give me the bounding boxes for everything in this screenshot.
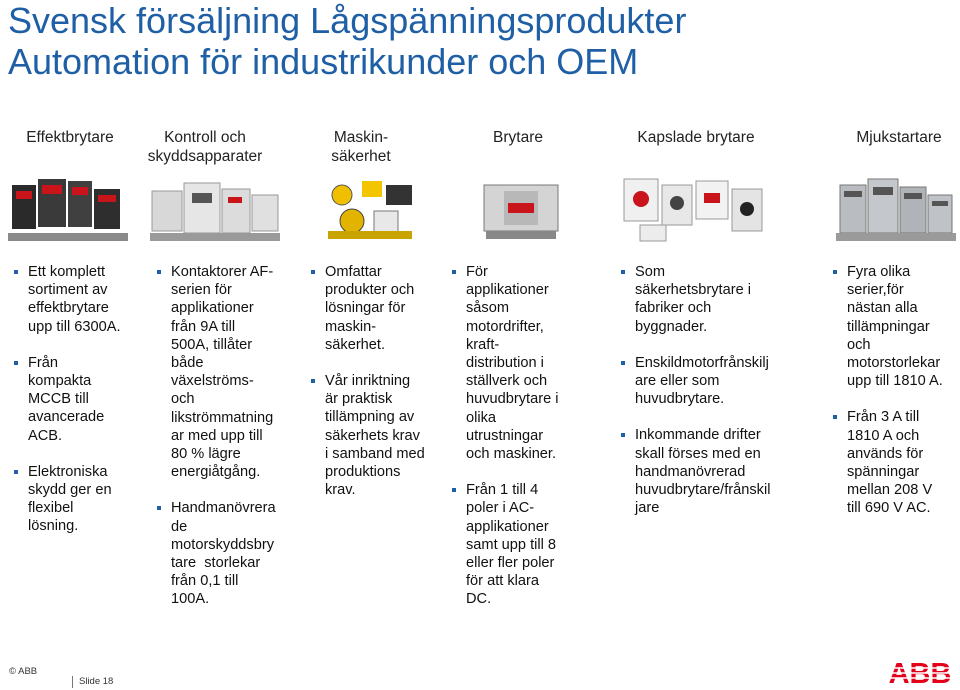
list-item: Från 3 A till 1810 A och används för spänningar mellan 208 V till 690 V AC. xyxy=(833,408,958,517)
category-kapslade-brytare: Kapslade brytare xyxy=(637,129,755,146)
title-line-2: Automation för industrikunder och OEM xyxy=(8,41,639,82)
list-item: Enskildmotorfrånskilj are eller som huvudbrytare. xyxy=(621,354,801,409)
maskinsakerhet-product-image xyxy=(322,175,418,243)
title-line-1: Svensk försäljning Lågspänningsprodukter xyxy=(8,0,687,41)
list-item: Elektroniska skydd ger en flexibel lösning. xyxy=(14,463,132,536)
abb-logo xyxy=(886,660,954,686)
brytare-product-image xyxy=(478,175,564,243)
list-item: För applikationer såsom motordrifter, kraft- distribution i ställverk och huvudbrytare i olika utrustningar och maskiner. xyxy=(452,263,592,463)
column-brytare xyxy=(452,263,592,627)
list-item: Ett komplett sortiment av effektbrytare upp till 6300A. xyxy=(14,263,132,336)
mjukstartare-product-image xyxy=(836,175,956,243)
category-headers xyxy=(0,128,960,172)
category-mjukstartare: Mjukstartare xyxy=(856,129,942,146)
kapslade-brytare-product-image xyxy=(620,175,766,243)
list-item: Från kompakta MCCB till avancerade ACB. xyxy=(14,354,132,445)
column-kontroll xyxy=(157,263,297,627)
category-kontroll: Kontroll och skyddsapparater xyxy=(147,129,263,165)
list-item: Inkommande drifter skall förses med en handmanövrerad huvudbrytare/frånskil jare xyxy=(621,426,801,517)
slide-title xyxy=(8,0,686,82)
column-kapslade-brytare xyxy=(621,263,801,535)
list-item: Kontaktorer AF- serien för applikationer från 9A till 500A, tillåter både växelströms- och likströmmatning ar med upp till 80 % lägre energiåtgång. xyxy=(157,263,297,481)
category-maskinsakerhet: Maskin- säkerhet xyxy=(331,129,391,165)
list-item: Vår inriktning är praktisk tillämpning av säkerhets krav i samband med produktions krav. xyxy=(311,372,447,499)
list-item: Handmanövrera de motorskyddsbry tare storlekar från 0,1 till 100A. xyxy=(157,499,297,608)
list-item: Från 1 till 4 poler i AC- applikationer samt upp till 8 eller fler poler för att klara DC. xyxy=(452,481,592,608)
column-mjukstartare xyxy=(833,263,958,536)
footer-copyright: © ABB xyxy=(9,666,38,677)
abb-logo-text: ABB xyxy=(888,660,952,686)
kontroll-product-image xyxy=(150,175,280,243)
column-maskinsakerhet xyxy=(311,263,447,517)
list-item: Fyra olika serier,för nästan alla tillämpningar och motorstorlekar upp till 1810 A. xyxy=(833,263,958,390)
column-effektbrytare xyxy=(14,263,132,554)
effektbrytare-product-image xyxy=(8,175,128,243)
category-brytare: Brytare xyxy=(493,129,543,146)
slide-number: Slide 18 xyxy=(72,676,113,688)
list-item: Omfattar produkter och lösningar för maskin- säkerhet. xyxy=(311,263,447,354)
category-effektbrytare: Effektbrytare xyxy=(26,129,114,146)
list-item: Som säkerhetsbrytare i fabriker och byggnader. xyxy=(621,263,801,336)
